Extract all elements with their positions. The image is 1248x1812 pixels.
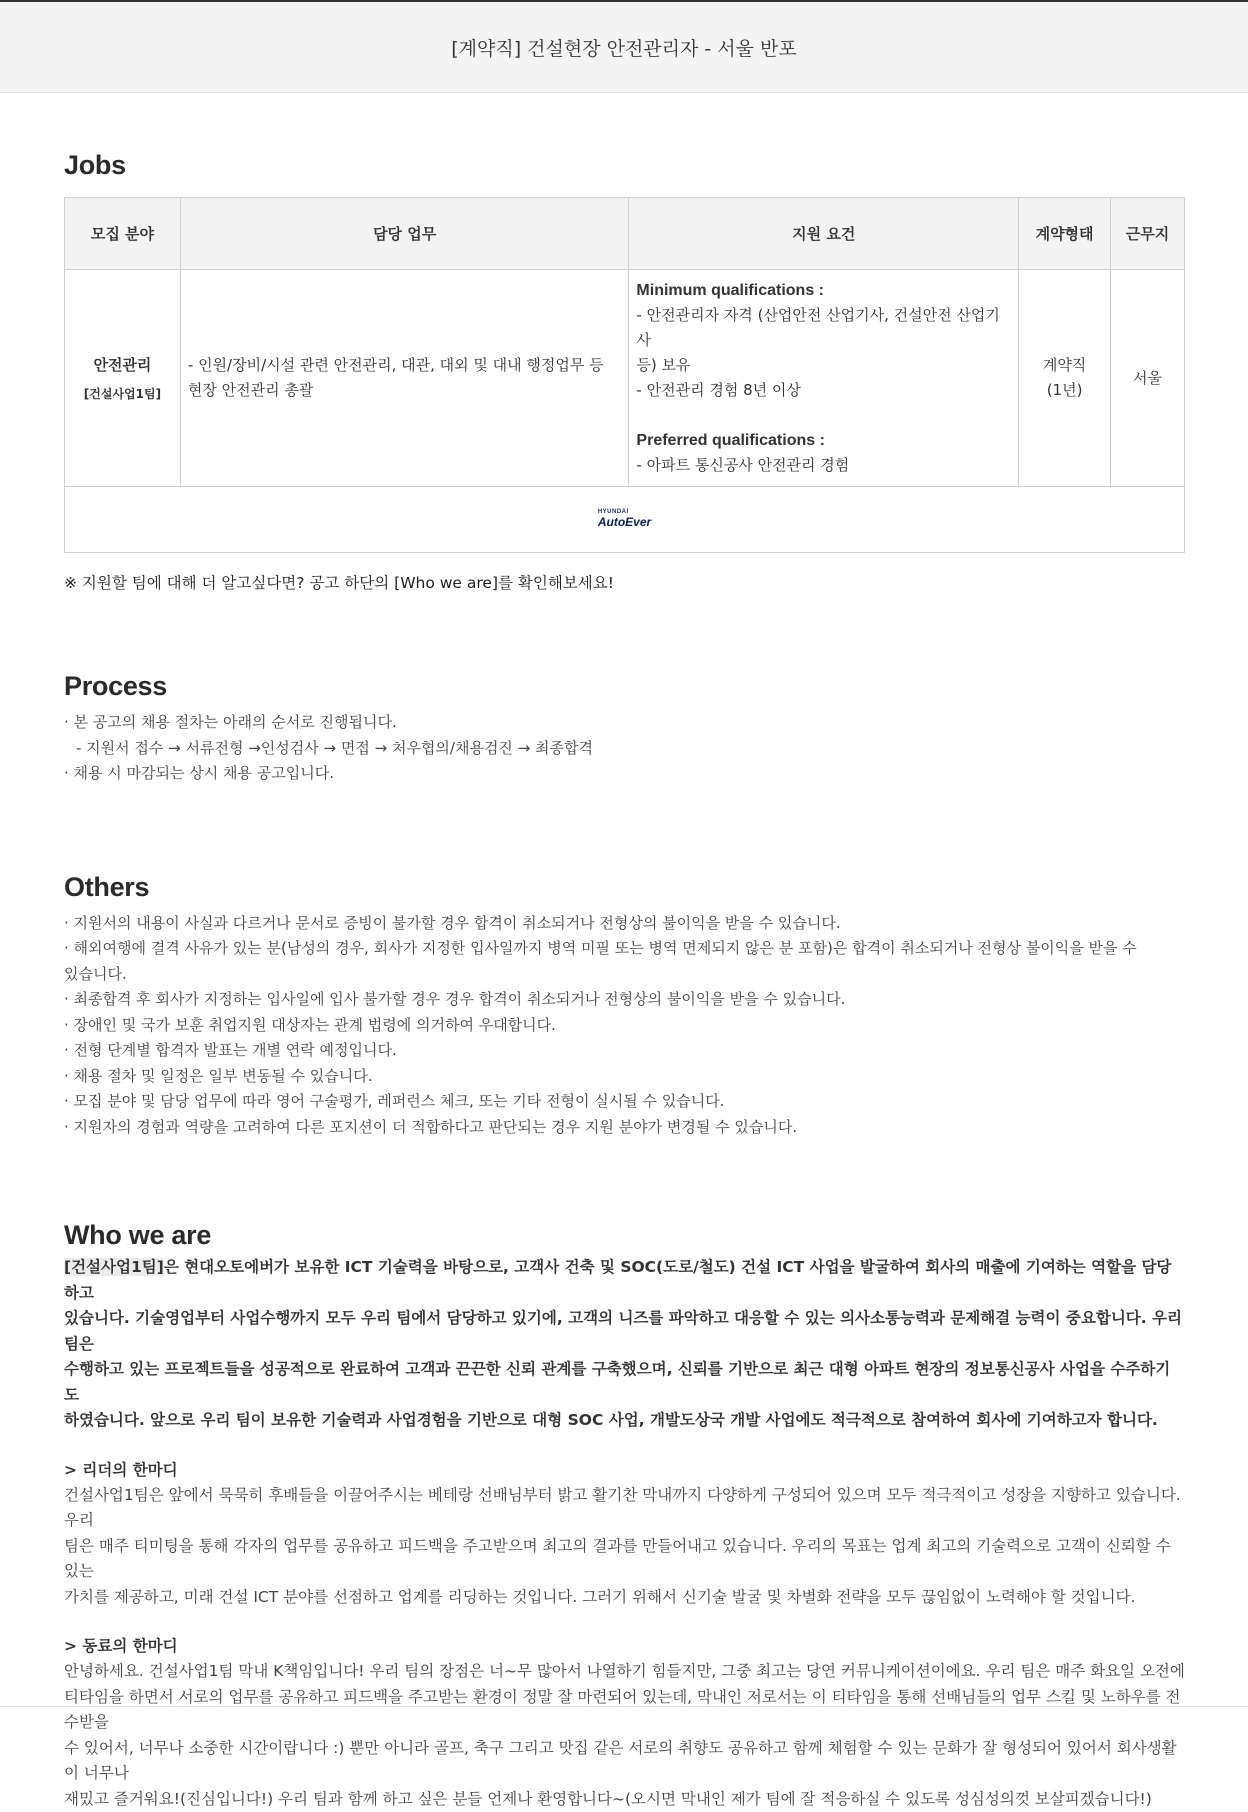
team-info-note: ※ 지원할 팀에 대해 더 알고싶다면? 공고 하단의 [Who we are]를 확인해보세요!	[64, 571, 1185, 593]
contract-cell	[1019, 270, 1111, 487]
leader-comment	[64, 1483, 1185, 1611]
leader-comment-line: 팀은 매주 티미팅을 통해 각자의 업무를 공유하고 피드백을 주고받으며 최고의 결과를 만들어내고 있습니다. 우리의 목표는 업계 최고의 기술력으로 고객이 신뢰할 수 있는	[64, 1534, 1185, 1585]
peer-comment-line: 티타임을 하면서 서로의 업무를 공유하고 피드백을 주고받는 환경이 정말 잘 마련되어 있는데, 막내인 저로서는 이 티타임을 통해 선배님들의 업무 스킬 및 노하우를 전수받을	[64, 1685, 1185, 1736]
jobs-heading: Jobs	[64, 150, 1185, 181]
min-qualifications-heading: Minimum qualifications :	[636, 278, 1011, 303]
peer-comment-line: 수 있어서, 너무나 소중한 시간이랍니다 :) 뿐만 아니라 골프, 축구 그리고 맛집 같은 서로의 취향도 공유하고 함께 체험할 수 있는 문화가 잘 형성되어 있어서 회사생활이 너무나	[64, 1736, 1185, 1787]
preferred-qualification-line: - 아파트 통신공사 안전관리 경험	[636, 453, 1011, 478]
field-name: 안전관리	[65, 354, 180, 375]
logo-top-text: HYUNDAI	[598, 509, 651, 515]
others-list	[64, 911, 1185, 1141]
bottom-divider	[0, 1706, 1248, 1707]
list-item: · 해외여행에 결격 사유가 있는 분(남성의 경우, 회사가 지정한 입사일까지 병역 미필 또는 병역 면제되지 않은 분 포함)은 합격이 취소되거나 전형상 불이익을 받을 수	[64, 936, 1185, 962]
list-item: · 모집 분야 및 담당 업무에 따라 영어 구술평가, 레퍼런스 체크, 또는 기타 전형이 실시될 수 있습니다.	[64, 1089, 1185, 1115]
location-cell	[1111, 270, 1185, 487]
column-header-contract: 계약형태	[1019, 198, 1111, 270]
team-intro-line: 있습니다. 기술영업부터 사업수행까지 모두 우리 팀에서 담당하고 있기에, 고객의 니즈를 파악하고 대응할 수 있는 의사소통능력과 문제해결 능력이 중요합니다. 우리 팀은	[64, 1306, 1185, 1357]
list-item: · 지원서의 내용이 사실과 다르거나 문서로 증빙이 불가할 경우 합격이 취소되거나 전형상의 불이익을 받을 수 있습니다.	[64, 911, 1185, 937]
column-header-field: 모집 분야	[65, 198, 181, 270]
list-item: · 본 공고의 채용 절차는 아래의 순서로 진행됩니다.	[64, 710, 1185, 736]
list-item: 있습니다.	[64, 962, 1185, 988]
jobs-table	[64, 197, 1185, 553]
leader-comment-heading: > 리더의 한마디	[64, 1458, 1185, 1483]
min-qualification-line: - 안전관리 경험 8년 이상	[636, 378, 1011, 403]
leader-comment-line: 가치를 제공하고, 미래 건설 ICT 분야를 선점하고 업계를 리딩하는 것입니다. 그러기 위해서 신기술 발굴 및 차별화 전략을 모두 끊임없이 노력해야 할 것입니다.	[64, 1585, 1185, 1611]
field-cell	[65, 270, 181, 487]
page-header	[0, 0, 1248, 93]
column-header-requirements: 지원 요건	[629, 198, 1019, 270]
leader-comment-line: 건설사업1팀은 앞에서 묵묵히 후배들을 이끌어주시는 베테랑 선배님부터 밝고 활기찬 막내까지 다양하게 구성되어 있으며 모두 적극적이고 성장을 지향하고 있습니다. 우리	[64, 1483, 1185, 1534]
page-title: [계약직] 건설현장 안전관리자 - 서울 반포	[451, 34, 797, 61]
process-list	[64, 710, 1185, 787]
others-heading: Others	[64, 872, 1185, 903]
requirements-cell	[629, 270, 1019, 487]
list-item: · 장애인 및 국가 보훈 취업지원 대상자는 관계 법령에 의거하여 우대합니다.	[64, 1013, 1185, 1039]
team-intro-line: [건설사업1팀]은 현대오토에버가 보유한 ICT 기술력을 바탕으로, 고객사 건축 및 SOC(도로/철도) 건설 ICT 사업을 발굴하여 회사의 매출에 기여하는 역할을 담당하고	[64, 1255, 1185, 1306]
column-header-duty: 담당 업무	[180, 198, 629, 270]
list-item: · 채용 시 마감되는 상시 채용 공고입니다.	[64, 761, 1185, 787]
team-tag: [건설사업1팀]	[64, 1258, 164, 1276]
column-header-location: 근무지	[1111, 198, 1185, 270]
min-qualification-line: 등) 보유	[636, 353, 1011, 378]
duty-cell	[180, 270, 629, 487]
who-we-are-heading: Who we are	[64, 1220, 1185, 1251]
duty-line: - 인원/장비/시설 관련 안전관리, 대관, 대외 및 대내 행정업무 등	[188, 353, 622, 378]
process-heading: Process	[64, 671, 1185, 702]
peer-comment-line: 안녕하세요. 건설사업1팀 막내 K책임입니다! 우리 팀의 장점은 너~무 많아서 나열하기 힘들지만, 그중 최고는 당연 커뮤니케이션이에요. 우리 팀은 매주 화요일 오전에	[64, 1659, 1185, 1685]
jobs-table-header-row	[65, 198, 1185, 270]
logo-row	[65, 487, 1185, 553]
list-item: · 전형 단계별 합격자 발표는 개별 연락 예정입니다.	[64, 1038, 1185, 1064]
location-value: 서울	[1133, 369, 1162, 387]
team-intro-line: 하였습니다. 앞으로 우리 팀이 보유한 기술력과 사업경험을 기반으로 대형 SOC 사업, 개발도상국 개발 사업에도 적극적으로 참여하여 회사에 기여하고자 합니다.	[64, 1408, 1185, 1434]
contract-duration: (1년)	[1019, 378, 1110, 403]
list-item: · 지원자의 경험과 역량을 고려하여 다른 포지션이 더 적합하다고 판단되는 경우 지원 분야가 변경될 수 있습니다.	[64, 1115, 1185, 1141]
peer-comment	[64, 1659, 1185, 1812]
duty-line: 현장 안전관리 총괄	[188, 378, 622, 403]
contract-type: 계약직	[1019, 353, 1110, 378]
team-intro-line: 수행하고 있는 프로젝트들을 성공적으로 완료하여 고객과 끈끈한 신뢰 관계를 구축했으며, 신뢰를 기반으로 최근 대형 아파트 현장의 정보통신공사 사업을 수주하기도	[64, 1357, 1185, 1408]
field-team: [건설사업1팀]	[65, 385, 180, 402]
peer-comment-line: 재밌고 즐거워요!(진심입니다!) 우리 팀과 함께 하고 싶은 분들 언제나 환영합니다~(오시면 막내인 제가 팀에 잘 적응하실 수 있도록 성심성의껏 보살피겠습니다!)	[64, 1787, 1185, 1812]
preferred-qualifications-heading: Preferred qualifications :	[636, 428, 1011, 453]
main-content	[64, 150, 1185, 1812]
min-qualification-line: - 안전관리자 자격 (산업안전 산업기사, 건설안전 산업기사	[636, 303, 1011, 353]
table-row	[65, 270, 1185, 487]
peer-comment-heading: > 동료의 한마디	[64, 1634, 1185, 1659]
hyundai-autoever-logo	[598, 509, 651, 528]
list-item: · 채용 절차 및 일정은 일부 변동될 수 있습니다.	[64, 1064, 1185, 1090]
logo-cell	[65, 487, 1185, 553]
list-item: - 지원서 접수 → 서류전형 →인성검사 → 면접 → 처우협의/채용검진 → 최종합격	[64, 736, 1185, 762]
logo-main-text: AutoEver	[598, 516, 651, 528]
list-item: · 최종합격 후 회사가 지정하는 입사일에 입사 불가할 경우 경우 합격이 취소되거나 전형상의 불이익을 받을 수 있습니다.	[64, 987, 1185, 1013]
team-intro	[64, 1255, 1185, 1434]
